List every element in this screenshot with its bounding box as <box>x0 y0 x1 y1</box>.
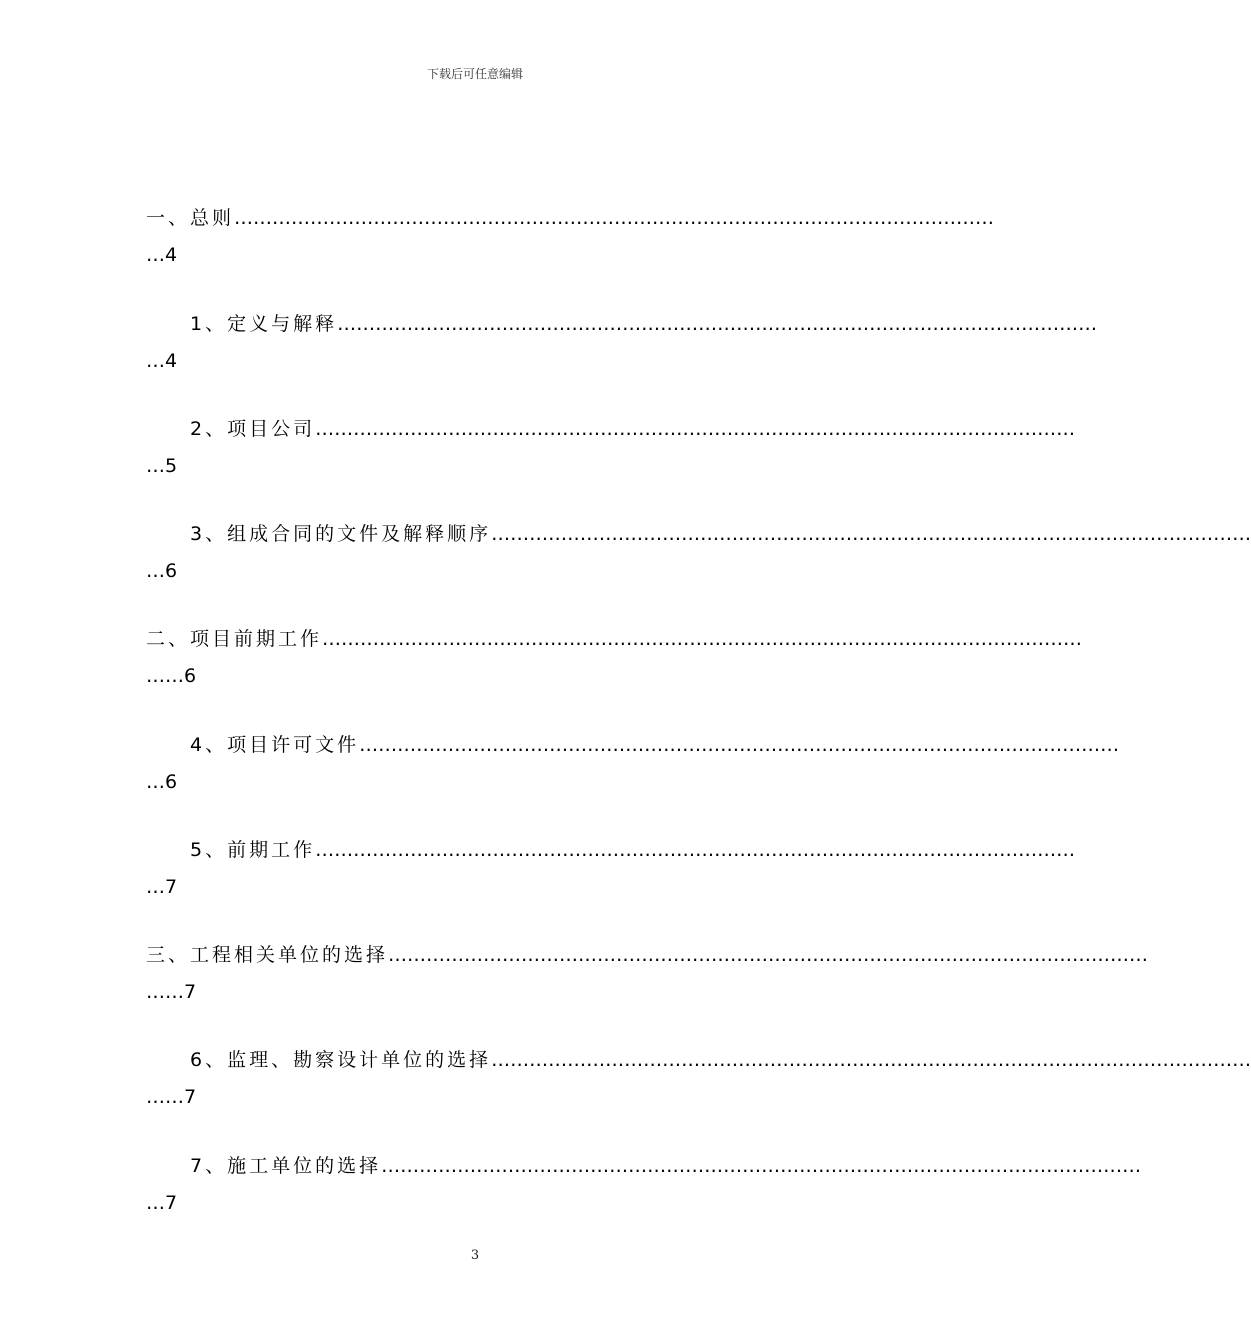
toc-entry-page: …4 <box>146 244 178 266</box>
toc-leader-dots: ………………………………………………………………………………………………………… <box>359 734 1120 756</box>
toc-entry-title: 3、组成合同的文件及解释顺序 <box>190 523 492 545</box>
toc-entry-page: …6 <box>146 560 178 582</box>
toc-entry[interactable] <box>0 309 1098 389</box>
toc-entry-page: ……7 <box>146 981 197 1003</box>
toc-entry-page: …5 <box>146 455 178 477</box>
toc-entry[interactable] <box>0 1045 1251 1125</box>
toc-entry-title: 4、项目许可文件 <box>190 734 360 756</box>
toc-entry-title: 三、工程相关单位的选择 <box>146 944 389 966</box>
toc-entry-title: 1、定义与解释 <box>190 313 338 335</box>
toc-entry-title: 6、监理、勘察设计单位的选择 <box>190 1049 492 1071</box>
toc-entry-page: ……7 <box>146 1086 197 1108</box>
toc-entry[interactable] <box>0 414 1076 494</box>
toc-entry[interactable] <box>0 730 1120 810</box>
toc-entry-title: 一、总则 <box>146 207 235 229</box>
toc-entry[interactable] <box>0 835 1076 915</box>
toc-leader-dots: ………………………………………………………………………………………………………… <box>388 944 1149 966</box>
toc-entry-page: …6 <box>146 771 178 793</box>
page-header: 下载后可任意编辑 <box>426 67 523 81</box>
toc-entry-title: 二、项目前期工作 <box>146 628 323 650</box>
toc-leader-dots: ………………………………………………………………………………………………………… <box>491 523 1251 545</box>
toc-entry-page: ……6 <box>146 665 197 687</box>
toc-entry[interactable] <box>0 940 1149 1020</box>
toc-entry-page: …4 <box>146 350 178 372</box>
page-number: 3 <box>470 1248 480 1263</box>
toc-entry-page: …7 <box>146 1192 178 1214</box>
toc-entry[interactable] <box>0 519 1251 599</box>
toc-entry-title: 7、施工单位的选择 <box>190 1155 382 1177</box>
toc-leader-dots: ………………………………………………………………………………………………………… <box>234 207 995 229</box>
toc-leader-dots: ………………………………………………………………………………………………………… <box>381 1155 1142 1177</box>
toc-leader-dots: ………………………………………………………………………………………………………… <box>315 418 1076 440</box>
toc-leader-dots: ………………………………………………………………………………………………………… <box>322 628 1083 650</box>
toc-entry-page: …7 <box>146 876 178 898</box>
toc-leader-dots: ………………………………………………………………………………………………………… <box>337 313 1098 335</box>
toc-entry[interactable] <box>0 203 995 283</box>
toc-leader-dots: ………………………………………………………………………………………………………… <box>315 839 1076 861</box>
toc-entry[interactable] <box>0 624 1083 704</box>
toc-entry[interactable] <box>0 1151 1142 1231</box>
toc-entry-title: 5、前期工作 <box>190 839 316 861</box>
toc-entry-title: 2、项目公司 <box>190 418 316 440</box>
toc-leader-dots: ………………………………………………………………………………………………………… <box>491 1049 1251 1071</box>
